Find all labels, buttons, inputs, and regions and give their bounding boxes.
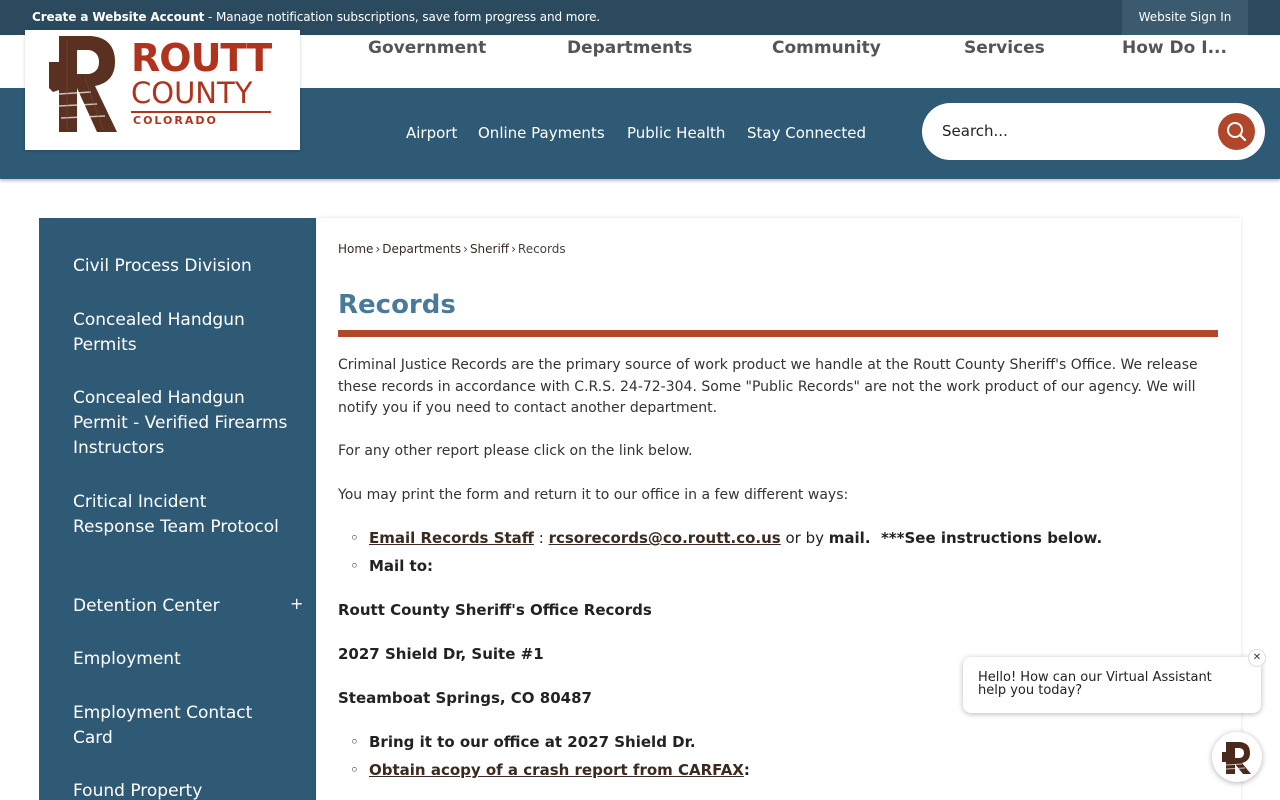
breadcrumb-separator: › xyxy=(463,242,468,256)
breadcrumb-sheriff[interactable]: Sheriff xyxy=(469,242,510,256)
list-item-mail-to xyxy=(369,557,433,575)
breadcrumb-separator: › xyxy=(511,242,516,256)
address-line-3: Steamboat Springs, CO 80487 xyxy=(338,689,592,707)
nav-services[interactable]: Services xyxy=(964,38,1045,58)
logo-colorado-text: COLORADO xyxy=(133,114,218,127)
nav-departments[interactable]: Departments xyxy=(567,38,693,58)
chat-launcher-logo-icon xyxy=(1212,732,1262,782)
breadcrumb-departments[interactable]: Departments xyxy=(382,242,462,256)
page-title: Records xyxy=(338,290,456,320)
create-account-description: - Manage notification subscriptions, save form progress and more. xyxy=(204,10,601,24)
mail-to-label: Mail to: xyxy=(369,557,434,575)
sidebar-item-detention-center[interactable]: Detention Center xyxy=(73,596,220,616)
sidebar-item-employment-contact-card[interactable]: Employment Contact Card xyxy=(73,703,253,748)
virtual-assistant-bubble[interactable] xyxy=(963,652,1262,713)
routt-r-logo-icon xyxy=(45,32,125,136)
subnav-public-health[interactable]: Public Health xyxy=(627,124,726,142)
or-by-text: or by xyxy=(780,529,829,547)
email-records-staff-link[interactable]: Email Records Staff xyxy=(369,529,534,547)
subnav-online-payments[interactable]: Online Payments xyxy=(478,124,605,142)
sidebar-item-civil-process-division[interactable]: Civil Process Division xyxy=(73,256,252,276)
records-email-address-link[interactable]: rcsorecords@co.routt.co.us xyxy=(548,529,781,547)
breadcrumb-home[interactable]: Home xyxy=(338,242,374,256)
list-item-email xyxy=(369,529,1102,547)
email-separator: : xyxy=(533,529,549,547)
list-item-bring-to-office xyxy=(369,733,696,751)
bullet-marker: ◦ xyxy=(350,557,359,575)
logo-routt-text: ROUTT xyxy=(131,36,272,80)
create-account-link[interactable]: Create a Website Account xyxy=(32,10,205,24)
see-instructions-text: ***See instructions below. xyxy=(870,529,1103,547)
title-underline xyxy=(338,330,1218,337)
address-line-2: 2027 Shield Dr, Suite #1 xyxy=(338,645,544,663)
sidebar-item-employment[interactable]: Employment xyxy=(73,649,181,669)
logo-divider xyxy=(131,111,271,113)
address-line-1: Routt County Sheriff's Office Records xyxy=(338,601,652,619)
search-input[interactable] xyxy=(942,119,1212,143)
site-search xyxy=(922,103,1265,160)
search-button[interactable] xyxy=(1218,113,1255,150)
detention-center-expand-toggle[interactable]: + xyxy=(290,594,304,613)
subnav-airport[interactable]: Airport xyxy=(406,124,458,142)
bullet-marker: ◦ xyxy=(350,529,359,547)
breadcrumb-separator: › xyxy=(375,242,381,256)
sidebar-item-concealed-handgun-permits[interactable]: Concealed Handgun Permits xyxy=(73,310,245,355)
subnav-stay-connected[interactable]: Stay Connected xyxy=(747,124,867,142)
sidebar-item-verified-firearms-instructors[interactable]: Concealed Handgun Permit - Verified Firearms Instructors xyxy=(73,388,288,458)
intro-paragraph: Criminal Justice Records are the primary source of work product we handle at the Routt County Sheriff's Office. We release these records in accordance with C.R.S. 24-72-304. Some "Public Records" are not the work product of our agency. We will notify you if you need to contact another department. xyxy=(338,357,1198,416)
create-account-promo[interactable] xyxy=(32,10,600,24)
breadcrumb-current: Records xyxy=(517,242,566,256)
sidebar-nav xyxy=(39,218,316,800)
nav-government[interactable]: Government xyxy=(368,38,487,58)
website-sign-in-button[interactable]: Website Sign In xyxy=(1122,0,1248,35)
carfax-crash-report-link[interactable]: Obtain acopy of a crash report from CARFAX xyxy=(369,761,744,779)
search-icon xyxy=(1218,113,1255,150)
mail-text: mail. xyxy=(828,529,871,547)
return-form-paragraph: You may print the form and return it to our office in a few different ways: xyxy=(338,487,849,503)
other-report-paragraph: For any other report please click on the link below. xyxy=(338,443,693,459)
bring-to-office-text: Bring it to our office at 2027 Shield Dr. xyxy=(369,733,696,751)
close-icon[interactable]: ✕ xyxy=(1248,649,1266,667)
carfax-colon: : xyxy=(743,761,750,779)
nav-how-do-i[interactable]: How Do I... xyxy=(1122,38,1227,58)
virtual-assistant-message: Hello! How can our Virtual Assistant help you today? xyxy=(978,670,1212,698)
breadcrumb xyxy=(338,242,566,256)
bullet-marker: ◦ xyxy=(350,733,359,751)
nav-community[interactable]: Community xyxy=(772,38,881,58)
site-logo[interactable] xyxy=(25,30,300,150)
chat-launcher-button[interactable] xyxy=(1212,732,1262,782)
bullet-marker: ◦ xyxy=(350,761,359,779)
logo-county-text: COUNTY xyxy=(131,76,253,110)
sidebar-item-critical-incident-response[interactable]: Critical Incident Response Team Protocol xyxy=(73,492,279,537)
list-item-carfax xyxy=(369,761,750,779)
sidebar-item-found-property[interactable]: Found Property xyxy=(73,781,203,800)
